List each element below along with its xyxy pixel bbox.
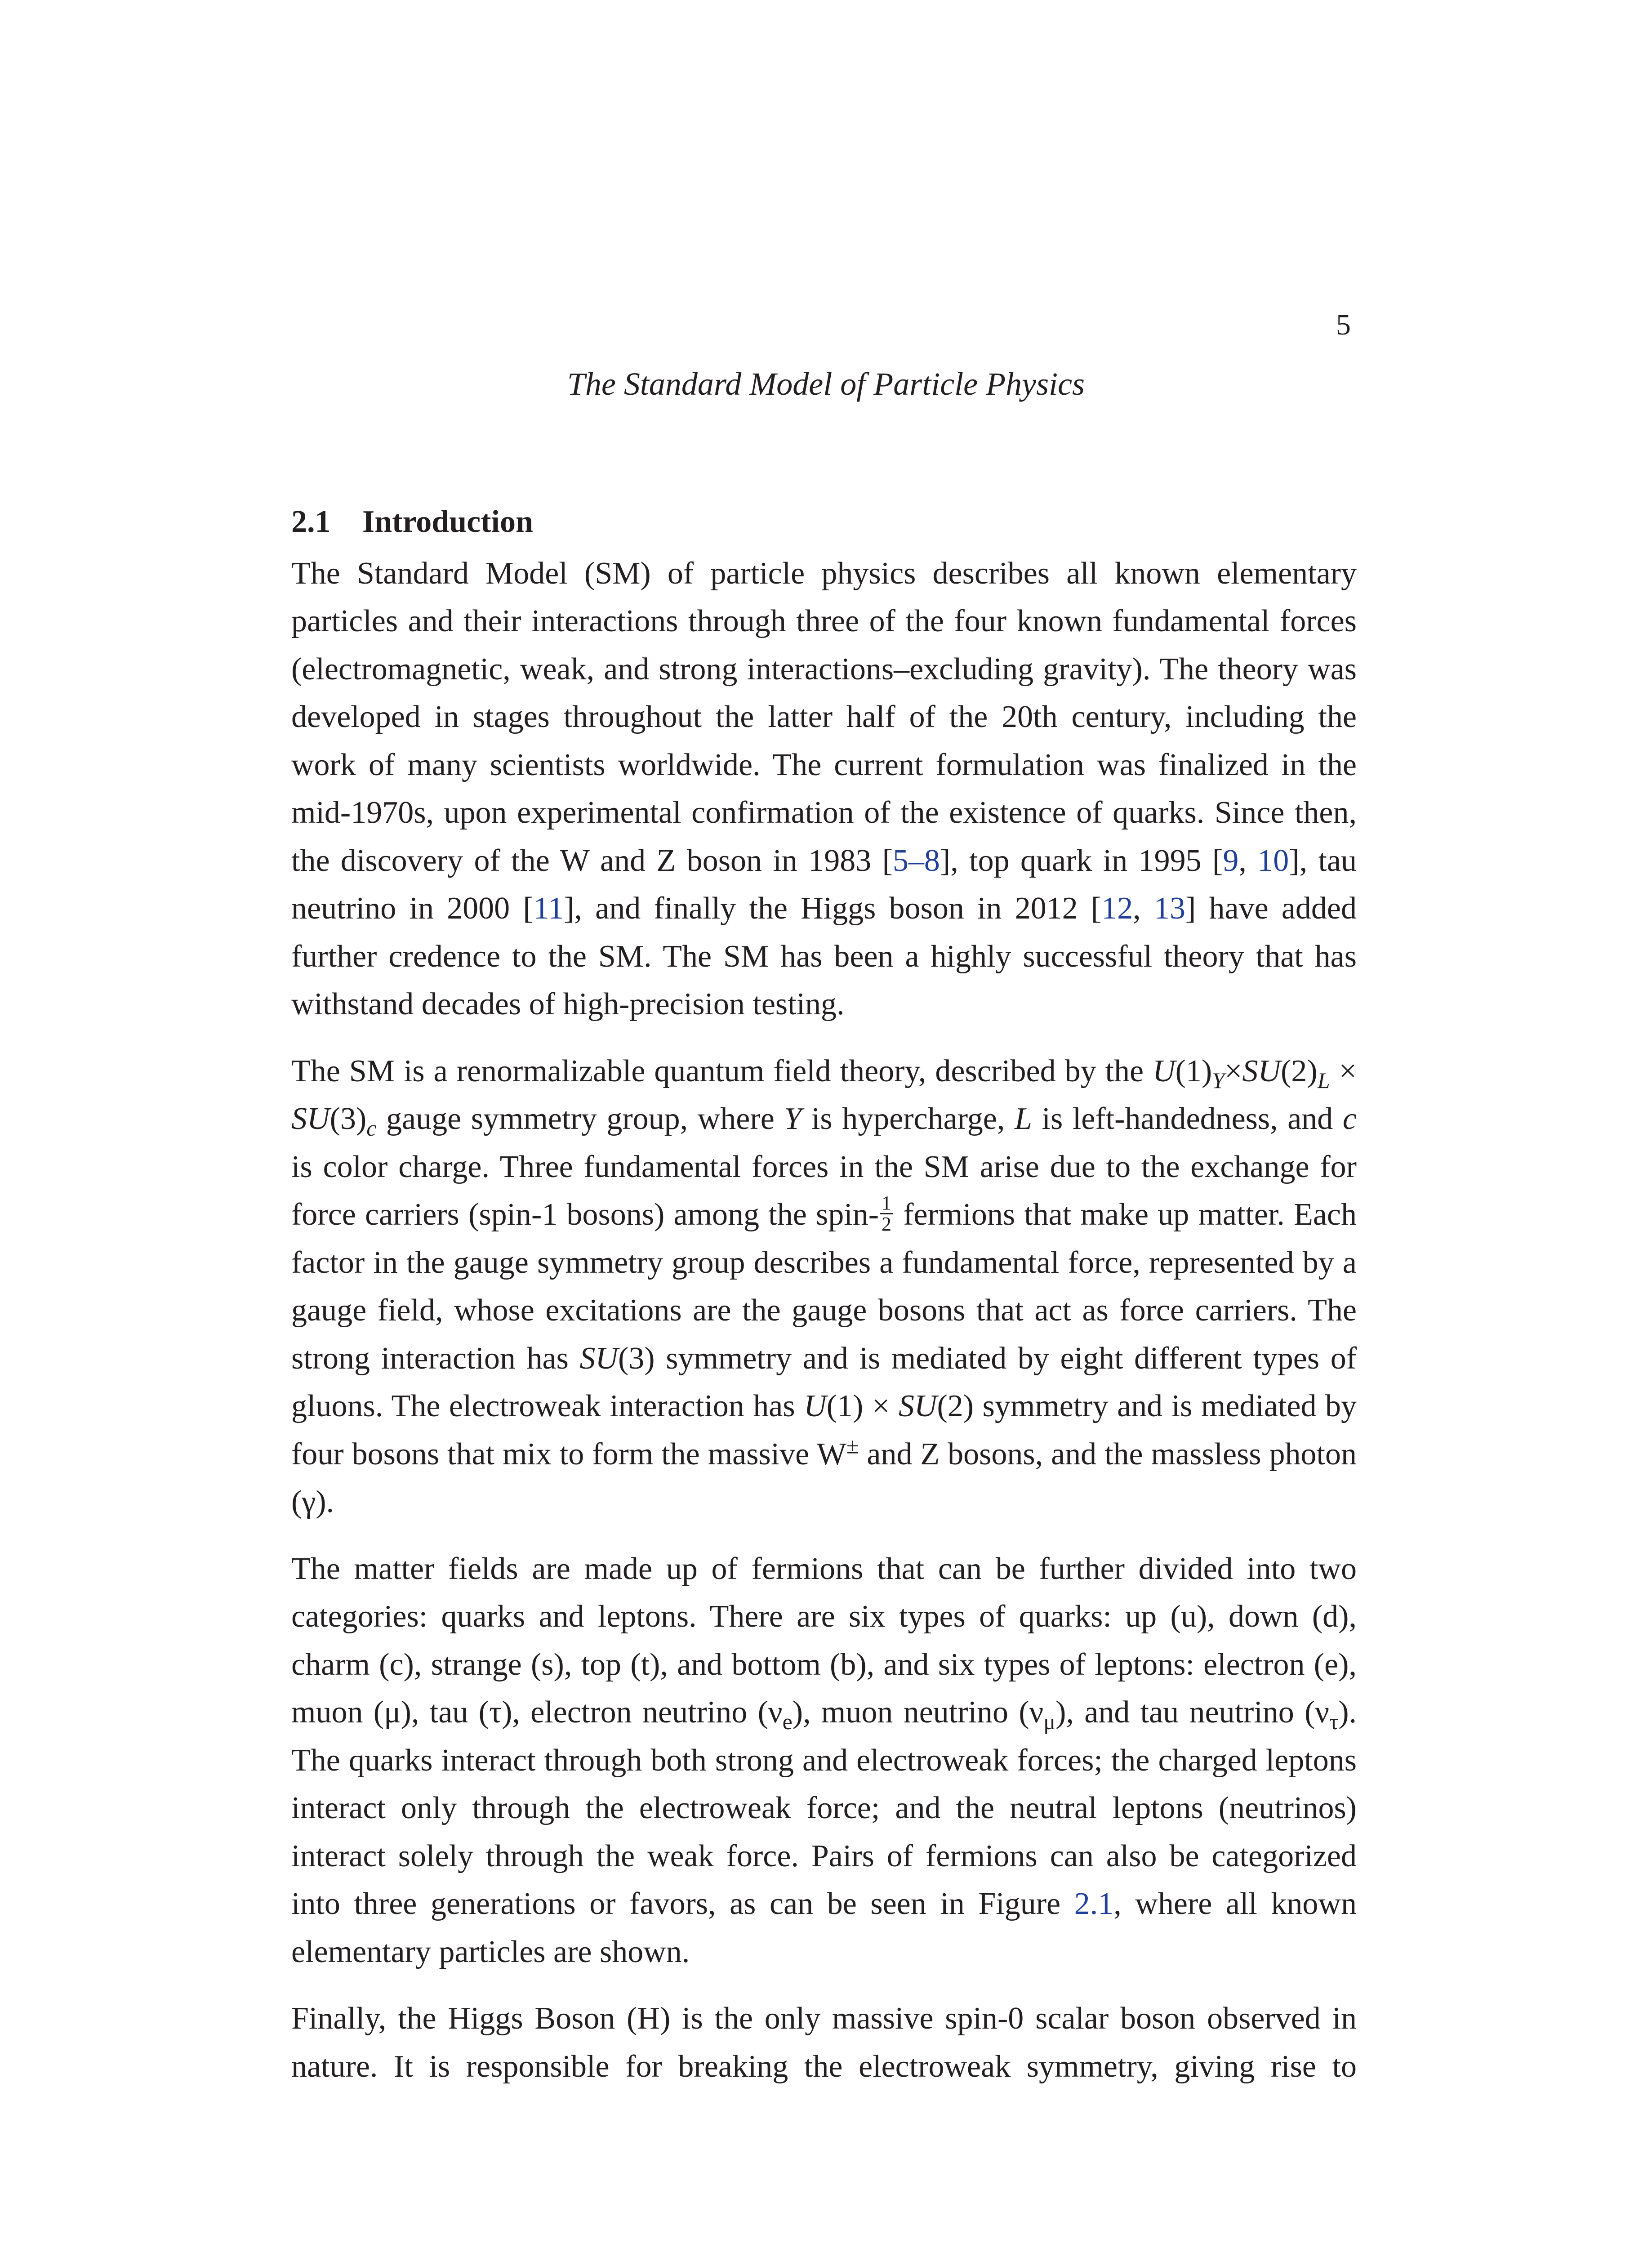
figure-link[interactable]: 2.1: [1074, 1887, 1114, 1921]
math-symbol: SU: [1242, 1053, 1281, 1088]
text-run: fermions that make up matter. Each factor in the gauge symmetry group describes a fundamental force, represented by a gauge field, whose excitations are the gauge bosons that act as force carriers. The strong interaction has: [291, 1197, 1357, 1376]
citation-link[interactable]: 10: [1257, 843, 1289, 878]
paragraph-1: [291, 550, 1357, 1029]
math-symbol: SU: [579, 1341, 618, 1376]
math-operator: ×: [1225, 1053, 1242, 1088]
math-symbol: Y: [784, 1102, 802, 1136]
paragraph-2: [291, 1048, 1357, 1526]
text-run: ,: [1238, 843, 1258, 878]
text-run: ). The quarks interact through both strong and electroweak forces; the charged leptons interact only through the electroweak force; and the neutral leptons (neutrinos) interact solely through the weak force. Pairs of fermions can also be categorized into three generations or favors, as can be seen in Figure: [291, 1695, 1357, 1921]
text-run: is color charge. Three fundamental forces in the SM arise due to the exchange for force carriers (spin-1 bosons) among the spin-: [291, 1149, 1357, 1232]
text-run: ] have added further credence to the SM. The SM has been a highly successful theory that has withstand decades of high-precision testing.: [291, 891, 1357, 1021]
page-number: 5: [1336, 308, 1351, 341]
text-run: The Standard Model (SM) of particle physics describes all known elementary particles and their interactions through three of the four known fundamental forces (electromagnetic, weak, and strong interactions–excluding gravity). The theory was developed in stages throughout the latter half of the 20th century, including the work of many scientists worldwide. The current formulation was finalized in the mid-1970s, upon experimental confirmation of the existence of quarks. Since then, the discovery of the W and Z boson in 1983 [: [291, 556, 1357, 878]
section-heading: [291, 498, 1357, 546]
math-text: (2): [1281, 1053, 1318, 1088]
text-run: ], tau neutrino in 2000 [: [291, 843, 1357, 926]
text-run: is hypercharge,: [802, 1102, 1015, 1136]
text-run: symmetry and is mediated by four bosons that mix to form the massive W: [291, 1389, 1357, 1472]
fraction-numerator: 1: [880, 1193, 893, 1214]
citation-link[interactable]: 9: [1223, 843, 1239, 878]
text-run: ], and finally the Higgs boson in 2012 [: [564, 891, 1102, 926]
math-text: (3): [330, 1102, 367, 1136]
text-run: ), muon neutrino (ν: [792, 1695, 1044, 1730]
math-symbol: U: [804, 1389, 827, 1423]
text-run: ], top quark in 1995 [: [940, 843, 1223, 878]
math-text: (1) ×: [826, 1389, 899, 1423]
citation-link[interactable]: 11: [533, 891, 564, 926]
section-title: Introduction: [362, 504, 533, 539]
citation-link[interactable]: 13: [1153, 891, 1185, 926]
math-symbol: c: [1342, 1102, 1357, 1136]
math-subscript: Y: [1212, 1067, 1225, 1093]
math-text: (3): [618, 1341, 655, 1376]
text-run: The matter fields are made up of fermions that can be further divided into two categories: quarks and leptons. There are six types of quarks: up (u), down (d), charm (c), strange (s), top (t), and bottom (b), and six types of leptons: electron (e), muon (μ), tau (τ), electron neutrino (ν: [291, 1551, 1357, 1730]
text-run: Finally, the Higgs Boson (H) is the only massive spin-0 scalar boson observed in nature. It is responsible for breaking the electroweak symmetry, giving rise to: [291, 2001, 1357, 2084]
math-text: (1): [1175, 1053, 1212, 1088]
math-subscript: e: [782, 1709, 793, 1734]
text-run: , where all known elementary particles are shown.: [291, 1887, 1357, 1969]
paragraph-4: [291, 1995, 1357, 2091]
math-operator: ×: [1330, 1053, 1357, 1088]
text-run: symmetry and is mediated by eight different types of gluons. The electroweak interaction has: [291, 1341, 1357, 1423]
math-symbol: SU: [898, 1389, 937, 1423]
math-symbol: U: [1153, 1053, 1176, 1088]
math-subscript: τ: [1329, 1709, 1339, 1734]
citation-link[interactable]: 5–8: [892, 843, 940, 878]
text-run: is left-handedness, and: [1032, 1102, 1343, 1136]
math-subscript: c: [366, 1115, 377, 1141]
text-run: and Z bosons, and the massless photon (γ).: [291, 1436, 1357, 1519]
math-subscript: L: [1317, 1067, 1330, 1093]
math-symbol: L: [1014, 1102, 1032, 1136]
fraction-denominator: 2: [882, 1213, 892, 1236]
running-head: The Standard Model of Particle Physics: [567, 366, 1085, 402]
math-superscript: ±: [846, 1433, 859, 1459]
citation-link[interactable]: 12: [1101, 891, 1133, 926]
math-text: (2): [937, 1389, 974, 1423]
section-number: 2.1: [291, 504, 331, 539]
text-run: ), and tau neutrino (ν: [1055, 1695, 1330, 1730]
main-text: [291, 498, 1357, 2110]
math-subscript: μ: [1043, 1709, 1056, 1734]
fraction: [880, 1193, 893, 1234]
math-symbol: SU: [291, 1102, 330, 1136]
text-run: The SM is a renormalizable quantum field theory, described by the: [291, 1053, 1153, 1088]
paragraph-3: [291, 1545, 1357, 1976]
text-run: ,: [1133, 891, 1154, 926]
text-run: gauge symmetry group, where: [376, 1102, 784, 1136]
